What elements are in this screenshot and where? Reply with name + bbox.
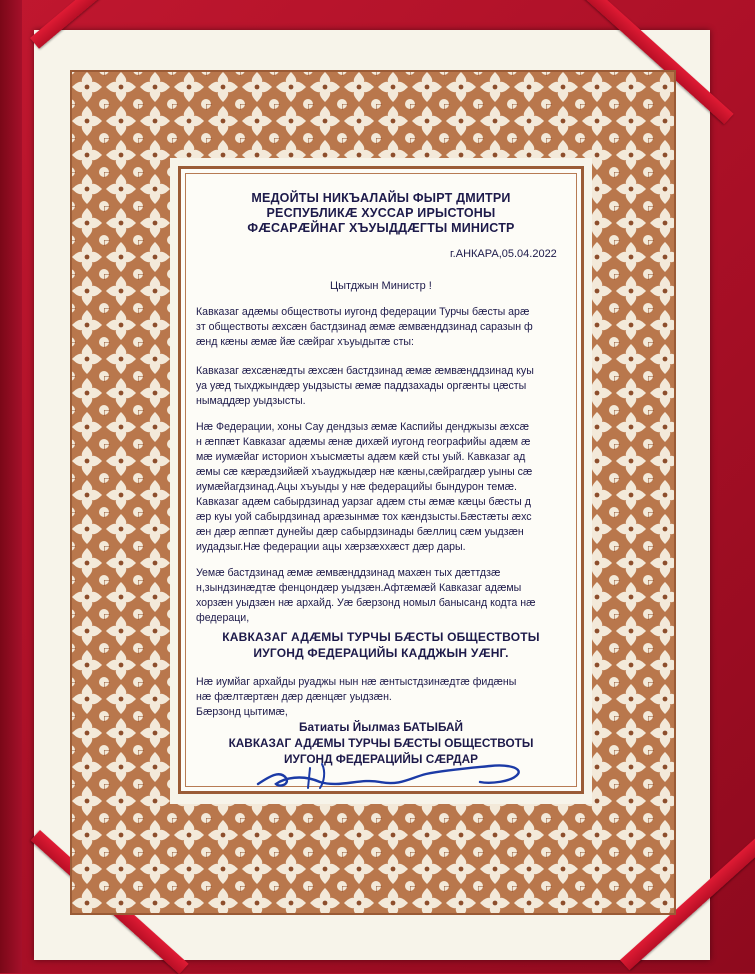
paragraph-3-line: Нæ Федерации, хоны Сау дендзыз æмæ Каспийы денджызы æхсæ (196, 421, 530, 433)
header-line-2: РЕСПУБЛИКÆ ХУССАР ИРЫСТОНЫ (266, 206, 496, 220)
signer-name: Батиаты Йылмаз БАТЫБАЙ (299, 720, 463, 734)
closing: Бæрзонд цытимæ, (196, 706, 288, 718)
place-date: г.АНКАРА,05.04.2022 (450, 248, 557, 260)
paragraph-2-line: Кавказаг æхсæнæдты æхсæн бастдзинад æмæ æмвæнддзинад куы (196, 365, 534, 377)
paragraph-4-line: н,зындзинæдтæ фенцондæр уыдзæн.Афтæмæй Кавказаг адæмы (196, 582, 522, 594)
handwritten-signature (250, 748, 570, 798)
paragraph-4-line: Уемæ бастдзинад æмæ æмвæнддзинад махæн тых дæттдзæ (196, 567, 501, 579)
salutation: Цытджын Министр ! (330, 280, 432, 292)
paragraph-3-line: иумæйагдзинад.Ацы хъуыды у нæ федерацийы бындурон темæ. (196, 481, 517, 493)
header-line-1: МЕДОЙТЫ НИКЪАЛАЙЫ ФЫРТ ДМИТРИ (251, 191, 511, 205)
signer-title-line-1: КАВКАЗАГ АДÆМЫ ТУРЧЫ БÆСТЫ ОБЩЕСТВОТЫ (228, 736, 534, 750)
paragraph-3-line: Кавказаг адæм сабырдзинад уарзаг адæм сты æмæ кæцы бæсты д (196, 496, 531, 508)
paragraph-3-line: æмы сæ кæрæдзийæй хъауджыдæр нæ кæны,сæйрагдæр уыны сæ (196, 466, 533, 478)
paragraph-2-line: уа уæд тыхджындæр уыдзысты æмæ паддзахады оргæнты цæсты (196, 380, 527, 392)
paragraph-1-line: æнд кæны æмæ йæ сæйраг хъуыдытæ сты: (196, 336, 414, 348)
paragraph-5-line: Нæ иумйаг архайды руаджы нын нæ æнтыстдзинæдтæ фидæны (196, 676, 517, 688)
paragraph-4-line: федераци, (196, 612, 250, 624)
paragraph-3-line: мæ иумæйаг историон хъысмæты адæм кæй сты уый. Кавказаг ад (196, 451, 526, 463)
emphasis-line-2: ИУГОНД ФЕДЕРАЦИЙЫ КАДДЖЫН УÆНГ. (253, 646, 509, 660)
paragraph-3-line: иудадзыг.Нæ федерации ацы хæрзæххæст дæр дары. (196, 541, 466, 553)
paragraph-1-line: Кавказаг адæмы обществоты иугонд федерации Турчы бæсты арæ (196, 306, 530, 318)
paragraph-2-line: нымаддæр уыдзысты. (196, 395, 306, 407)
header-line-3: ФÆСАРÆЙНАГ ХЪУЫДДÆГТЫ МИНИСТР (247, 221, 515, 235)
emphasis-line-1: КАВКАЗАГ АДÆМЫ ТУРЧЫ БÆСТЫ ОБЩЕСТВОТЫ (222, 630, 540, 644)
signer-title-line-2: ИУГОНД ФЕДЕРАЦИЙЫ СÆРДАР (284, 752, 478, 766)
paragraph-1-line: зт обществоты æхсæн бастдзинад æмæ æмвæнддзинад саразын ф (196, 321, 533, 333)
paragraph-3-line: æр куы уой сабырдзинад арæзынмæ тох кæндзысты.Бæстæты æхс (196, 511, 532, 523)
paragraph-3-line: æн дæр æппæт дунейы дæр сабырдзинады бæллиц сæм уыдзæн (196, 526, 524, 538)
paragraph-4-line: хорзæн уыдзæн нæ архайд. Уæ бæрзонд номыл банысанд кодта нæ (196, 597, 536, 609)
paragraph-3-line: н æппæт Кавказаг адæмы æнæ дихæй иугонд географийы адæм æ (196, 436, 531, 448)
paragraph-5-line: нæ фæлтæртæн дæр дæнцæг уыдзæн. (196, 691, 392, 703)
folder-spine (0, 0, 22, 973)
